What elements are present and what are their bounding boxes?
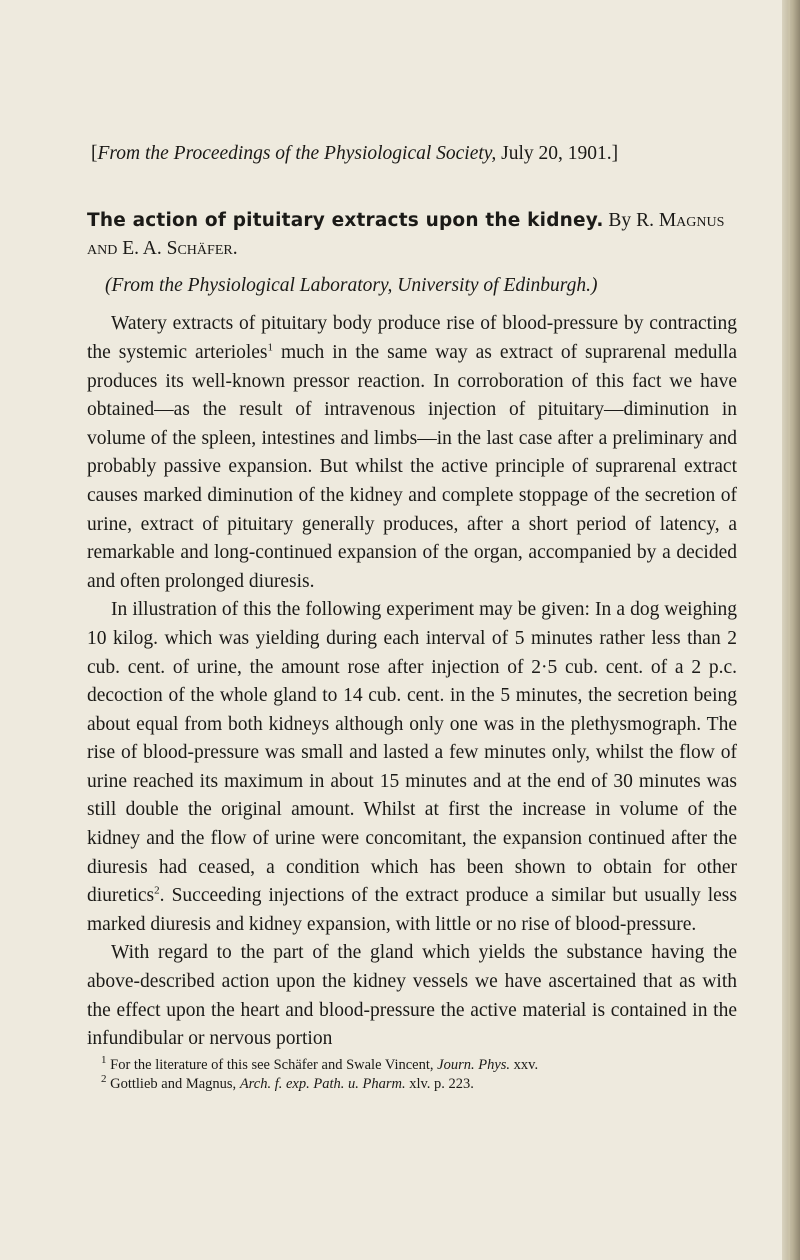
affiliation: (From the Physiological Laboratory, University of Edinburgh.): [105, 274, 598, 296]
paragraph-2-text-b: . Succeeding injections of the extract produce a similar but usually less marked diuresis and kidney expansion, with little or no rise of blood-pressure.: [87, 885, 737, 935]
footnotes: [87, 1053, 737, 1094]
page-edge-shadow: [782, 0, 800, 1260]
footnote-ref-1: 1: [267, 341, 274, 354]
paragraph-1-text-b: much in the same way as extract of suprarenal medulla produces its well-known pressor reaction. In corroboration of this fact we have obtained—as the result of intravenous injection of pituitary—diminution in volume of the spleen, intestines and limbs—in the last case after a preliminary and probably passive expansion. But whilst the active principle of suprarenal extract causes marked diminution of the kidney and complete stoppage of the secretion of urine, extract of pituitary generally produces, after a short period of latency, a remarkable and long-continued expansion of the organ, accompanied by a decided and often prolonged diuresis.: [87, 341, 738, 592]
header-date: July 20, 1901.]: [501, 143, 619, 164]
proceedings-header: [91, 140, 737, 169]
footnote-1-text: For the literature of this see Schäfer and Swale Vincent,: [110, 1056, 434, 1073]
by-word: By: [608, 209, 632, 231]
article-authors: R. Magnus and E. A. Schäfer.: [87, 209, 725, 260]
footnote-1-rest: xxv.: [513, 1056, 539, 1073]
paragraph-2-text-a: In illustration of this the following experiment may be given: In a dog weighing 10 kilog. which was yielding during each interval of 5 minutes rather less than 2 cub. cent. of urine, the amount rose after injection of 2·5 cub. cent. of a 2 p.c. decoction of the whole gland to 14 cub. cent. in the 5 minutes, the secretion being about equal from both kidneys although only one was in the plethysmograph. The rise of blood-pressure was small and lasted a few minutes only, whilst the flow of urine reached its maximum in about 15 minutes and at the end of 30 minutes was still double the original amount. Whilst at first the increase in volume of the kidney and the flow of urine were concomitant, the expansion continued after the diuresis had ceased, a condition which has been shown to obtain for other diuretics: [87, 599, 737, 907]
footnote-1-num: 1: [101, 1053, 107, 1066]
article-title: The action of pituitary extracts upon the kidney.: [87, 209, 604, 231]
paragraph-3: [87, 939, 737, 1053]
footnote-2-rest: xlv. p. 223.: [409, 1075, 474, 1092]
text-block: [87, 140, 737, 1094]
title-block: [87, 207, 737, 264]
page-edge-line: [788, 0, 790, 1260]
footnote-2-journal: Arch. f. exp. Path. u. Pharm.: [239, 1075, 406, 1092]
header-source: From the Proceedings of the Physiological Society,: [97, 143, 497, 164]
paragraph-3-text-a: With regard to the part of the gland which yields the substance having the above-described action upon the kidney vessels we have ascertained that as with the effect upon the heart and blood-pressure the active material is contained in the infundibular or nervous portion: [87, 942, 737, 1050]
paragraph-1-text-a: Watery extracts of pituitary body produce rise of blood-pressure by contracting the systemic arterioles: [87, 313, 737, 363]
footnote-ref-2: 2: [154, 884, 160, 897]
paragraph-2: [87, 596, 737, 939]
header-bracket: [: [91, 143, 98, 164]
paragraph-1: [87, 310, 737, 596]
footnote-2: [87, 1072, 737, 1094]
footnote-1: [87, 1053, 737, 1075]
footnote-2-num: 2: [101, 1072, 107, 1085]
footnote-1-journal: Journ. Phys.: [437, 1056, 511, 1073]
footnote-2-text: Gottlieb and Magnus,: [110, 1075, 237, 1092]
